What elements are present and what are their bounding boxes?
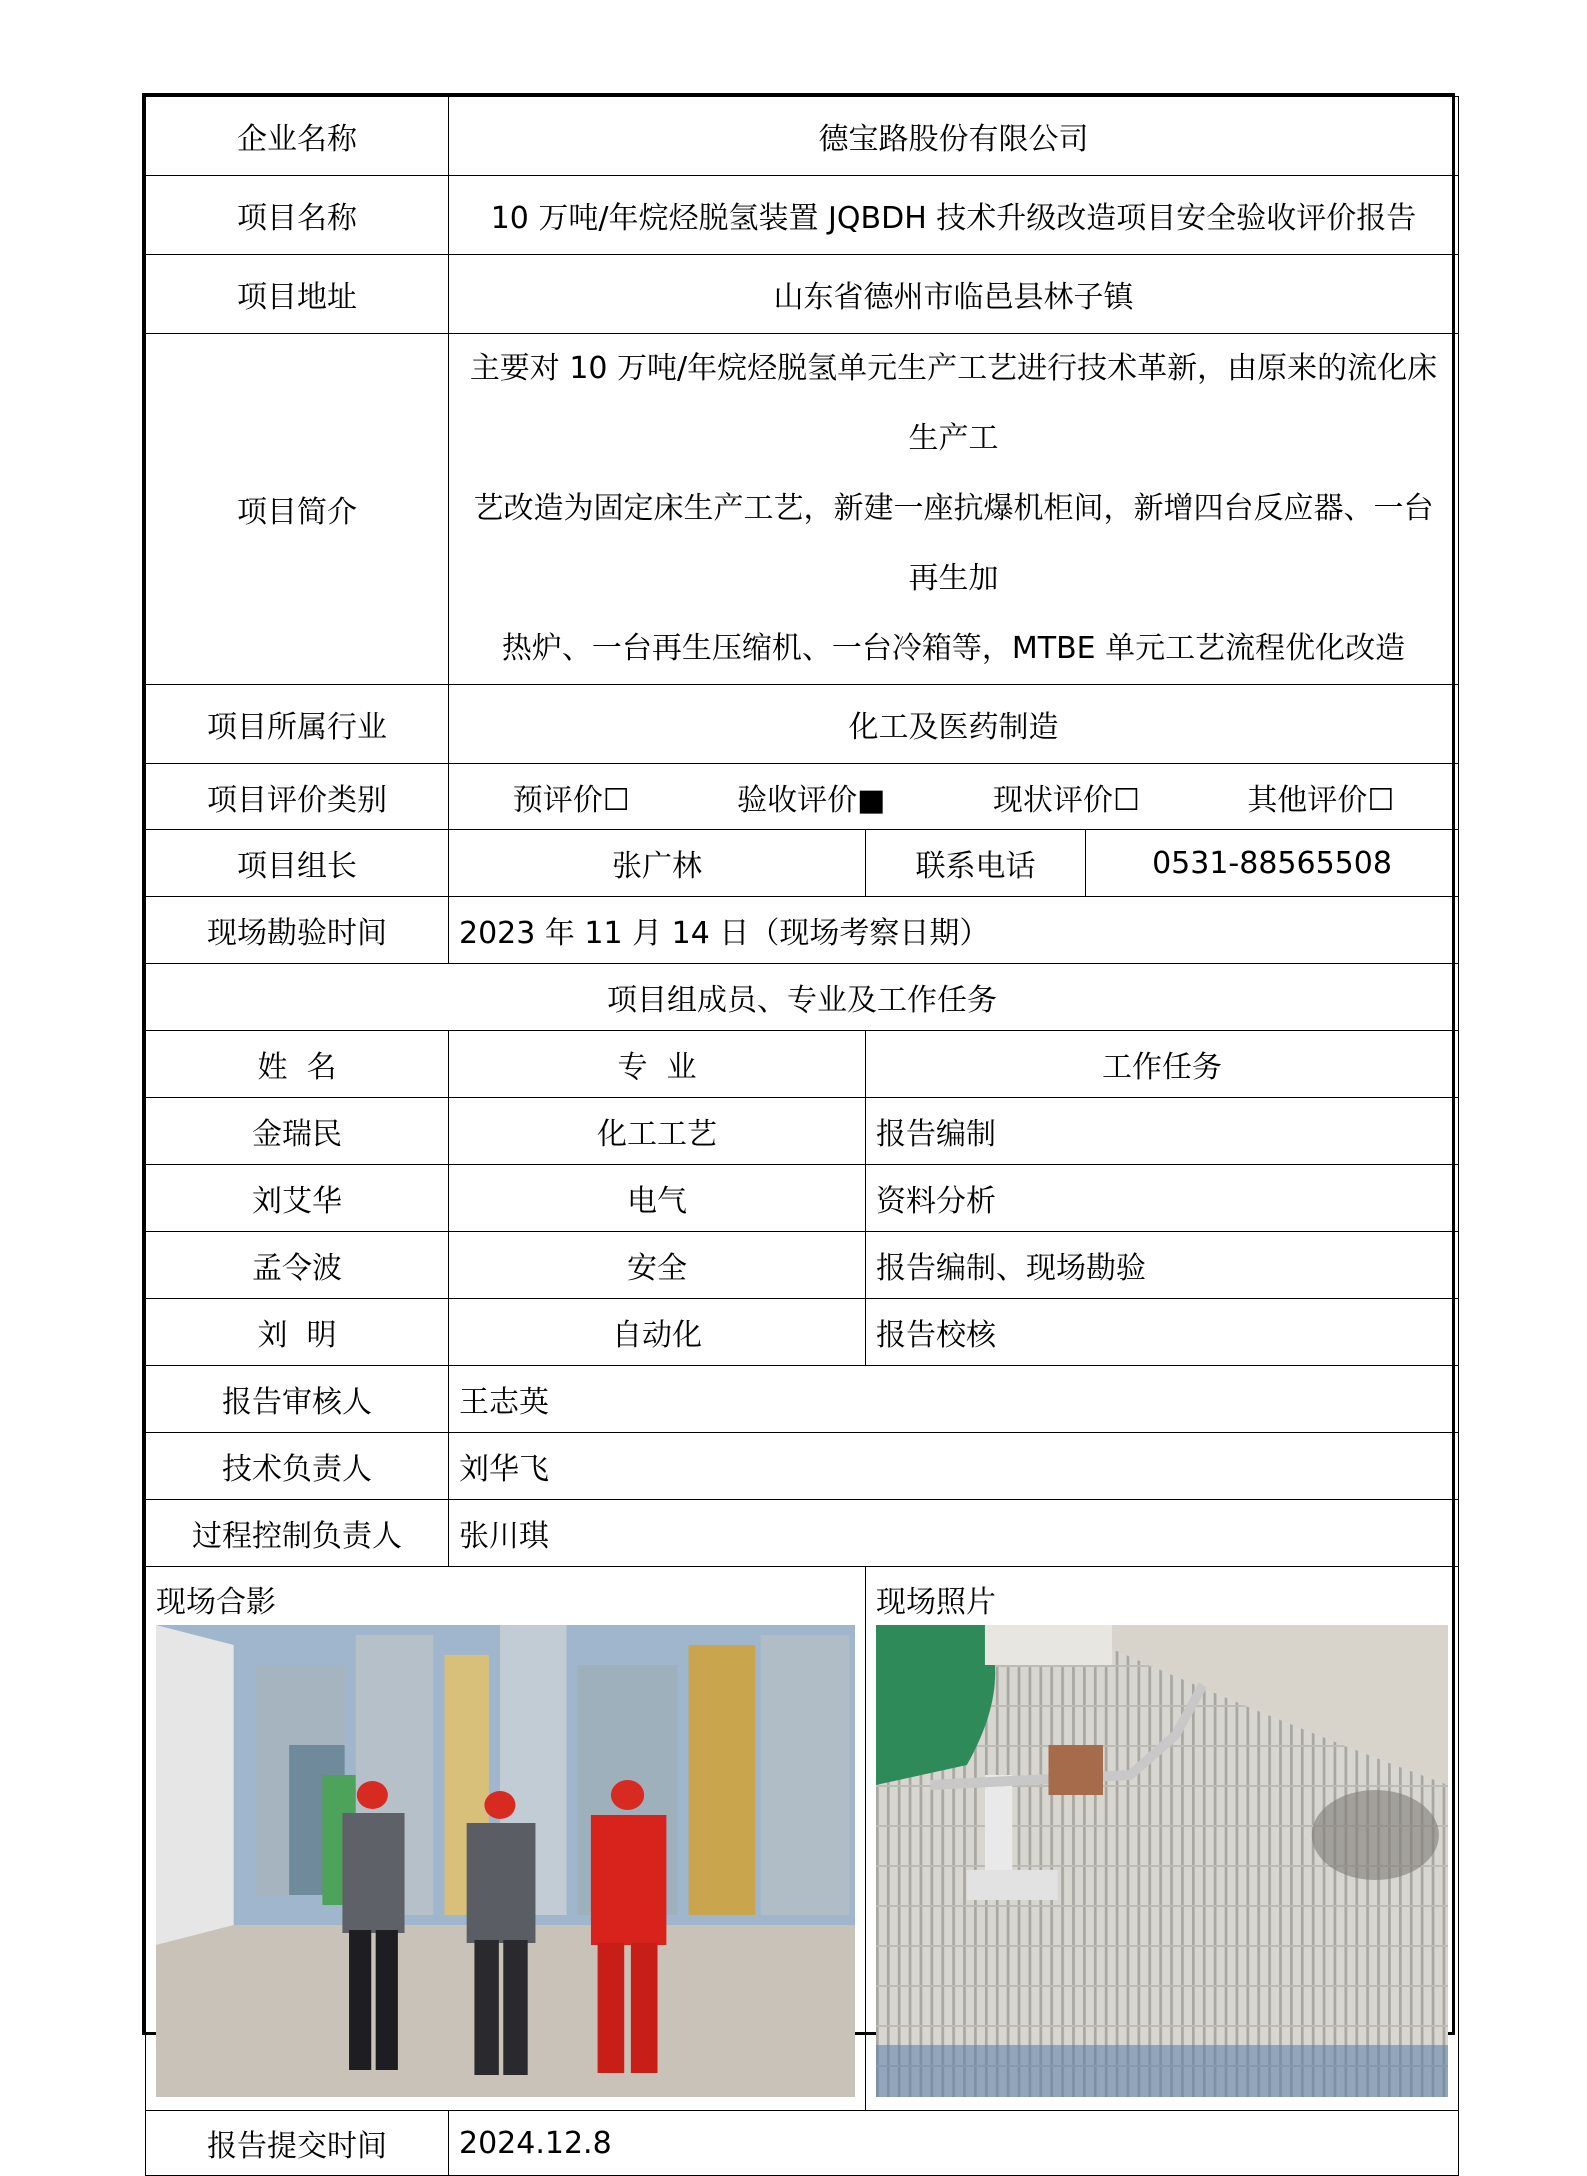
table-row xyxy=(146,1232,1459,1299)
member-name: 刘艾华 xyxy=(146,1165,449,1232)
survey-time-label: 现场勘验时间 xyxy=(146,897,449,964)
site-photo xyxy=(876,1625,1448,2097)
phone-value: 0531-88565508 xyxy=(1086,830,1459,897)
company-value: 德宝路股份有限公司 xyxy=(449,97,1459,176)
member-task: 报告编制 xyxy=(866,1098,1459,1165)
checkbox-icon: ☐ xyxy=(1112,782,1140,818)
members-col-name: 姓 名 xyxy=(146,1031,449,1098)
info-table xyxy=(145,96,1459,2176)
table-row xyxy=(146,1098,1459,1165)
tech-lead-label: 技术负责人 xyxy=(146,1433,449,1500)
project-intro-value xyxy=(449,334,1459,685)
member-task: 报告校核 xyxy=(866,1299,1459,1366)
option-pre-evaluation[interactable]: 预评价☐ xyxy=(512,782,630,818)
checkbox-checked-icon: ■ xyxy=(857,782,886,818)
reviewer-label: 报告审核人 xyxy=(146,1366,449,1433)
members-col-task: 工作任务 xyxy=(866,1031,1459,1098)
member-task: 资料分析 xyxy=(866,1165,1459,1232)
submit-time-value: 2024.12.8 xyxy=(449,2111,1459,2176)
project-name-label: 项目名称 xyxy=(146,176,449,255)
members-header: 项目组成员、专业及工作任务 xyxy=(146,964,1459,1031)
table-row xyxy=(146,1165,1459,1232)
group-photo-cell xyxy=(146,1567,866,2111)
option-other-evaluation[interactable]: 其他评价☐ xyxy=(1247,782,1395,818)
tech-lead-value: 刘华飞 xyxy=(449,1433,1459,1500)
leader-label: 项目组长 xyxy=(146,830,449,897)
project-address-value: 山东省德州市临邑县林子镇 xyxy=(449,255,1459,334)
submit-time-label: 报告提交时间 xyxy=(146,2111,449,2176)
intro-line: 艺改造为固定床生产工艺，新建一座抗爆机柜间，新增四台反应器、一台再生加 xyxy=(473,491,1434,596)
survey-time-value: 2023 年 11 月 14 日（现场考察日期） xyxy=(449,897,1459,964)
member-major: 安全 xyxy=(449,1232,866,1299)
member-name: 孟令波 xyxy=(146,1232,449,1299)
phone-label: 联系电话 xyxy=(866,830,1086,897)
project-intro-label: 项目简介 xyxy=(146,334,449,685)
industry-label: 项目所属行业 xyxy=(146,685,449,764)
intro-line: 主要对 10 万吨/年烷烃脱氢单元生产工艺进行技术革新，由原来的流化床生产工 xyxy=(469,351,1438,456)
member-name: 金瑞民 xyxy=(146,1098,449,1165)
group-photo xyxy=(156,1625,855,2097)
option-acceptance-evaluation[interactable]: 验收评价■ xyxy=(737,782,886,818)
members-col-major: 专 业 xyxy=(449,1031,866,1098)
member-major: 化工工艺 xyxy=(449,1098,866,1165)
site-photo-caption: 现场照片 xyxy=(876,1585,996,1620)
option-status-evaluation[interactable]: 现状评价☐ xyxy=(992,782,1140,818)
project-name-value: 10 万吨/年烷烃脱氢装置 JQBDH 技术升级改造项目安全验收评价报告 xyxy=(449,176,1459,255)
table-row xyxy=(146,1299,1459,1366)
member-major: 自动化 xyxy=(449,1299,866,1366)
member-task: 报告编制、现场勘验 xyxy=(866,1232,1459,1299)
intro-line: 热炉、一台再生压缩机、一台冷箱等，MTBE 单元工艺流程优化改造 xyxy=(501,631,1406,666)
leader-value: 张广林 xyxy=(449,830,866,897)
group-photo-image xyxy=(156,1625,855,2097)
evaluation-type-label: 项目评价类别 xyxy=(146,764,449,830)
report-form xyxy=(142,93,1455,2164)
project-address-label: 项目地址 xyxy=(146,255,449,334)
checkbox-icon: ☐ xyxy=(1367,782,1395,818)
member-name: 刘 明 xyxy=(146,1299,449,1366)
process-lead-value: 张川琪 xyxy=(449,1500,1459,1567)
company-label: 企业名称 xyxy=(146,97,449,176)
industry-value: 化工及医药制造 xyxy=(449,685,1459,764)
site-photo-image xyxy=(876,1625,1448,2097)
reviewer-value: 王志英 xyxy=(449,1366,1459,1433)
site-photo-cell xyxy=(866,1567,1459,2111)
process-lead-label: 过程控制负责人 xyxy=(146,1500,449,1567)
checkbox-icon: ☐ xyxy=(602,782,630,818)
evaluation-type-options xyxy=(449,764,1459,830)
group-photo-caption: 现场合影 xyxy=(156,1585,276,1620)
member-major: 电气 xyxy=(449,1165,866,1232)
